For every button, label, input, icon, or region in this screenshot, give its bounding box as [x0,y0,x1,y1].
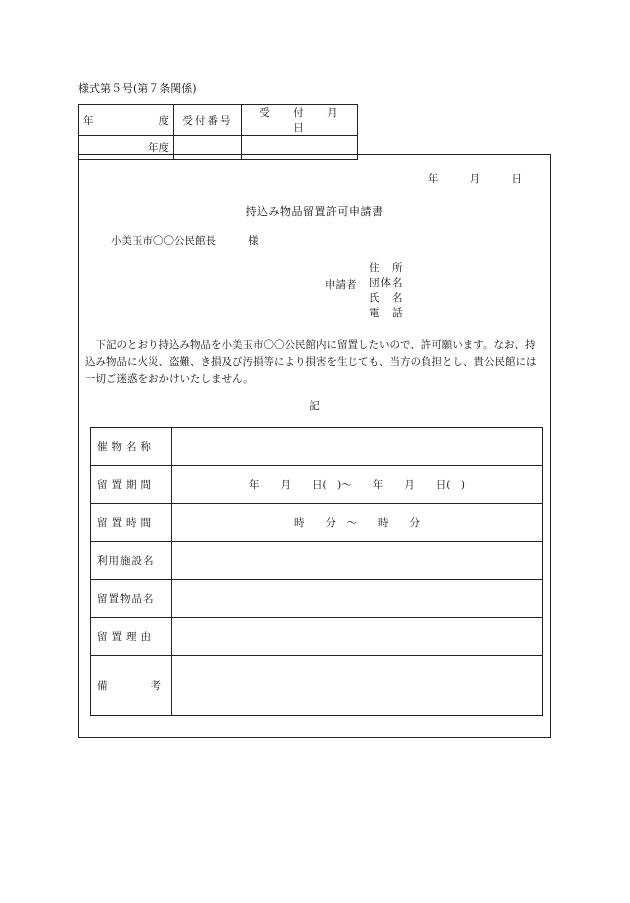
value-storage-time[interactable]: 時 分 ～ 時 分 [172,504,543,542]
reception-header-number: 受付番号 [174,105,242,136]
form-number: 様式第５号(第７条関係) [78,82,197,95]
label-facility-name: 利用施設名 [91,542,172,580]
reception-table [78,104,358,160]
applicant-label: 申請者 [325,279,357,291]
applicant-field-phone[interactable]: 電 話 [369,307,404,319]
applicant-field-address[interactable]: 住 所 [369,262,404,274]
date-month: 月 [469,173,481,185]
label-stored-items: 留置物品名 [91,580,172,618]
application-date[interactable] [400,171,522,186]
label-storage-time: 留置時間 [91,504,172,542]
applicant-fields [369,261,404,321]
reception-header-year-right: 度 [158,114,169,127]
reception-header-year [79,105,174,136]
ki-heading: 記 [309,400,320,412]
value-remarks[interactable] [172,656,543,716]
value-storage-period[interactable]: 年 月 日( )～ 年 月 日( ) [172,466,543,504]
addressee-name: 小美玉市〇〇公民館長 [111,235,216,247]
applicant-field-name[interactable]: 氏 名 [369,292,404,304]
request-statement: 下記のとおり持込み物品を小美玉市〇〇公民館内に留置したいので、許可願います。なお、持込み物品に火災、盗難、き損及び汚損等により損害を生じても、当方の負担とし、貴公民館には一切ご迷惑をおかけいたしません。 [85,339,537,385]
date-day: 日 [511,173,522,185]
label-event-name: 催物名称 [91,428,172,466]
label-remarks-right: 考 [150,680,165,692]
form-title: 持込み物品留置許可申請書 [245,205,384,218]
date-year: 年 [427,173,439,185]
reception-year-field[interactable]: 年度 [79,136,174,160]
value-stored-items[interactable] [172,580,543,618]
value-event-name[interactable] [172,428,543,466]
application-form [78,154,551,738]
label-storage-reason: 留置理由 [91,618,172,656]
addressee-honorific: 様 [248,235,259,247]
addressee [111,233,259,248]
value-facility-name[interactable] [172,542,543,580]
reception-header-year-left: 年 [83,114,94,127]
label-remarks-left: 備 [97,680,112,692]
label-remarks [91,656,172,716]
reception-header-date: 受 付 月 日 [242,105,358,136]
applicant-field-group[interactable]: 団体名 [369,277,404,289]
value-storage-reason[interactable] [172,618,543,656]
label-storage-period: 留置期間 [91,466,172,504]
details-table [90,427,543,716]
